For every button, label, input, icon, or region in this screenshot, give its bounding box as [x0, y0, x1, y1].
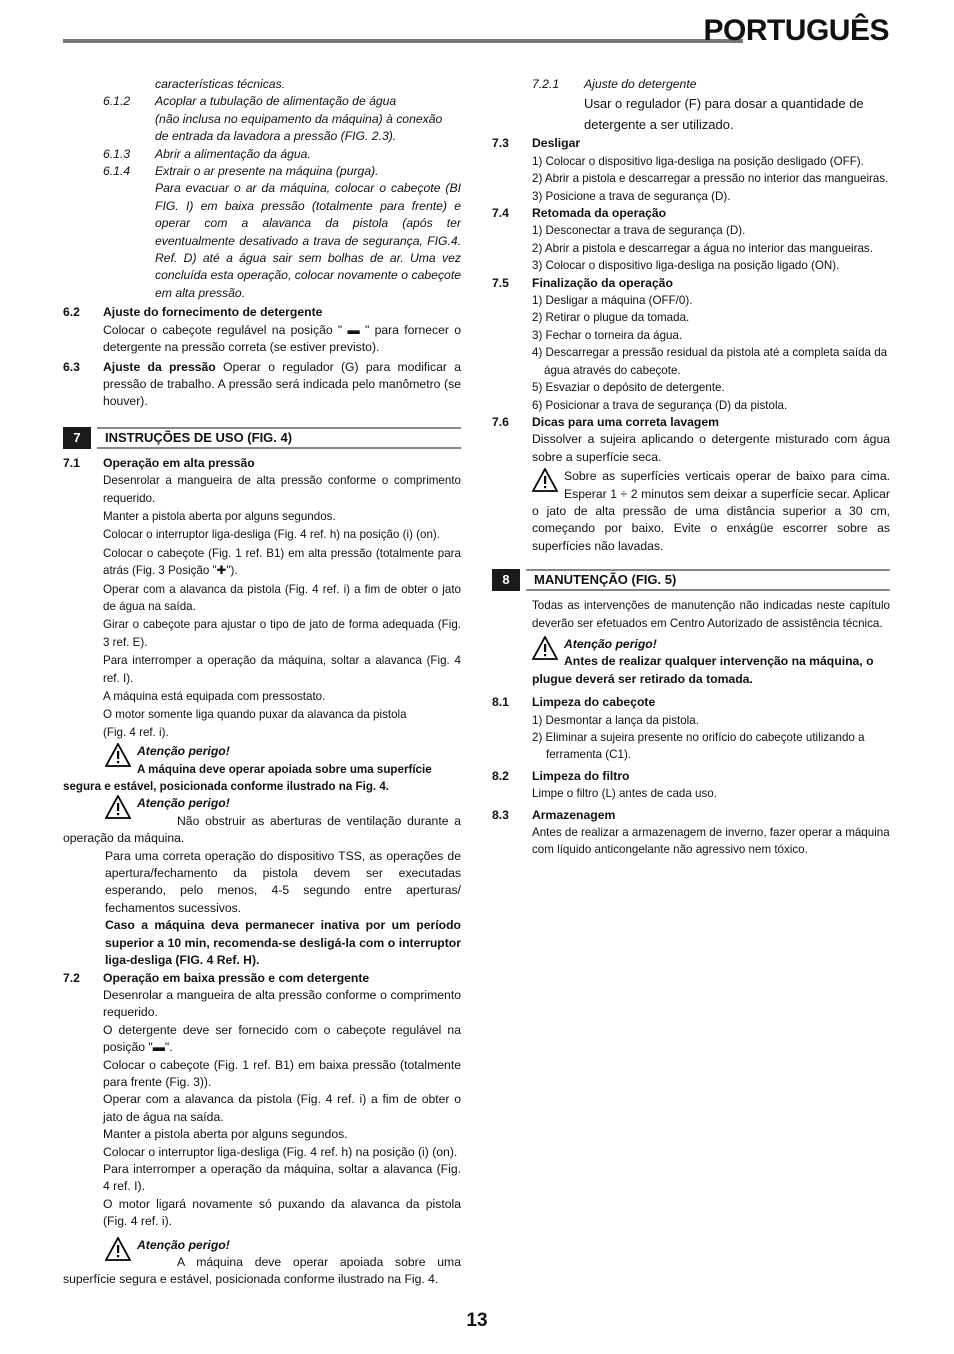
section-7-3 [492, 135, 890, 152]
step-text [155, 93, 442, 145]
section-8-3 [492, 807, 890, 824]
list-item: 4) Descarregar a pressão residual da pistola até a completa saída da água através do cabeçote. [532, 346, 888, 377]
step-7-2-1 [492, 76, 890, 93]
paragraph: Colocar o cabeçote (Fig. 1 ref. B1) em baixa pressão (totalmente para frente (Fig. 3)). [103, 1057, 461, 1089]
warning-title: Atenção perigo! [137, 744, 230, 759]
section-body [63, 472, 461, 741]
step-number: 6.1.2 [103, 94, 131, 109]
list-item: 3) Posicione a trava de segurança (D). [532, 189, 731, 203]
warning-title: Atenção perigo! [564, 636, 657, 651]
paragraph: Sobre as superfícies verticais operar de baixo para cima. Esperar 1 ÷ 2 minutos sem deixar a superfície secar. Aplicar o jato de alta pressão de uma distância superior a 30 cm, começando por baixo. Evite o enxágüe escorrer sobre as superfícies não lavadas. [532, 469, 890, 553]
step-paragraph: Para evacuar o ar da máquina, colocar o cabeçote (BI FIG. I) em baixa pressão (totalmente para frente) e operar com a alavanca da pistola (após ter eventualmente desativado a trava de segurança, FIG.4. Ref. D) até a água sair sem bolhas de ar. Uma vez concluída esta operação, colocar novamente o cabeçote em alta pressão. [155, 181, 461, 300]
paragraph: (Fig. 4 ref. i). [103, 725, 169, 739]
step-text-line: de entrada da lavadora a pressão (FIG. 2.3). [155, 129, 397, 144]
page-title: PORTUGUÊS [703, 14, 889, 47]
section-number: 7.5 [492, 275, 509, 290]
list-item: 1) Colocar o dispositivo liga-desliga na posição desligado (OFF). [532, 154, 864, 168]
section-number: 8.3 [492, 807, 509, 822]
section-number: 7.2 [63, 970, 80, 985]
section-body [492, 153, 890, 205]
list-item: 2) Abrir a pistola e descarregar a água no interior das mangueiras. [532, 241, 873, 255]
section-7-1 [63, 455, 461, 472]
paragraph: Desenrolar a mangueira de alta pressão conforme o comprimento requerido. [103, 474, 461, 505]
step-6-1-3 [63, 146, 461, 163]
list-item: 2) Eliminar a sujeira presente no orifício do cabeçote utilizando a ferramenta (C1). [532, 731, 865, 762]
section-6-3 [63, 359, 461, 411]
warning-triangle-icon [105, 743, 131, 767]
list-item: 5) Esvaziar o depósito de detergente. [532, 381, 725, 395]
step-6-1-4 [63, 163, 461, 302]
step-title: Ajuste do detergente [584, 77, 697, 91]
section-heading: Ajuste do fornecimento de detergente [103, 305, 323, 320]
section-number: 8.1 [492, 695, 509, 710]
section-number: 6.2 [63, 305, 80, 320]
section-heading: Limpeza do cabeçote [532, 695, 656, 710]
section-number: 7.6 [492, 414, 509, 429]
section-7-5 [492, 275, 890, 292]
header-rule [63, 39, 743, 43]
section-number-badge: 8 [492, 569, 520, 591]
paragraph: Colocar o cabeçote (Fig. 1 ref. B1) em alta pressão (totalmente para atrás (Fig. 3 Posição "✚"). [103, 546, 461, 578]
paragraph: Colocar o interruptor liga-desliga (Fig. 4 ref. h) na posição (i) (on). [103, 1144, 458, 1159]
warning-triangle-icon [105, 1237, 131, 1261]
warning-block [63, 1237, 461, 1289]
list-item: 1) Desconectar a trava de segurança (D). [532, 224, 746, 238]
step-number: 7.2.1 [532, 77, 560, 91]
paragraph: Desenrolar a mangueira de alta pressão conforme o comprimento requerido. [103, 987, 461, 1020]
warning-triangle-icon [105, 795, 131, 819]
section-8-1 [492, 694, 890, 711]
section-8-header [492, 569, 890, 591]
paragraph: Para uma correta operação do dispositivo TSS, as operações de apertura/fechamento da pistola devem ser executadas esperando, pelo menos, 4-5 segundo entre aperturas/ fechamentos sucessivos. [105, 848, 461, 915]
list-item: 3) Fechar o torneira da água. [532, 328, 683, 342]
list-item: 1) Desligar a máquina (OFF/0). [532, 294, 693, 308]
section-body [492, 712, 890, 764]
paragraph: Colocar o interruptor liga-desliga (Fig. 4 ref. h) na posição (i) (on). [103, 528, 441, 542]
warning-text: Antes de realizar qualquer intervenção na máquina, o plugue deverá ser retirado da tomada. [532, 654, 874, 686]
paragraph: Colocar o cabeçote regulável na posição " ▬ " para fornecer o detergente na pressão correta (se estiver previsto). [103, 322, 461, 355]
paragraph: A máquina está equipada com pressostato. [103, 690, 326, 703]
paragraph: Usar o regulador (F) para dosar a quantidade de detergente a ser utilizado. [584, 96, 864, 133]
section-heading: Limpeza do filtro [532, 768, 630, 783]
page-number: 13 [466, 1310, 488, 1331]
section-heading: Retomada da operação [532, 206, 667, 221]
warning-block [63, 795, 461, 847]
list-item: 1) Desmontar a lança da pistola. [532, 713, 699, 727]
section-heading: Operação em alta pressão [103, 455, 255, 470]
section-heading: Desligar [532, 136, 581, 151]
section-7-6 [492, 414, 890, 431]
section-number: 7.3 [492, 136, 509, 151]
paragraph: Antes de realizar a armazenagem de inverno, fazer operar a máquina com líquido anticongelante não agressivo nem tóxico. [532, 826, 890, 857]
left-column [63, 76, 461, 1289]
list-item: 3) Colocar o dispositivo liga-desliga na posição ligado (ON). [532, 259, 840, 273]
section-number-badge: 7 [63, 427, 91, 449]
step-text: Abrir a alimentação da água. [155, 146, 311, 161]
paragraph: Operar o regulador (G) para modificar a pressão de trabalho. A pressão será indicada pelo manômetro (se houver). [103, 359, 461, 409]
section-7-2 [63, 970, 461, 987]
section-heading: Dicas para uma correta lavagem [532, 414, 719, 429]
step-text-line: Extrair o ar presente na máquina (purga). [155, 164, 379, 179]
list-item: 2) Retirar o plugue da tomada. [532, 311, 690, 325]
paragraph: Dissolver a sujeira aplicando o detergente misturado com água sobre a superfície seca. [532, 432, 890, 464]
section-number: 6.3 [63, 359, 80, 374]
step-number: 6.1.4 [103, 164, 131, 179]
section-body [63, 987, 461, 1231]
paragraph: O motor ligará novamente só puxando da alavanca da pistola (Fig. 4 ref. i). [103, 1196, 461, 1229]
paragraph: Para interromper a operação da máquina, soltar a alavanca (Fig. 4 ref. I). [103, 1161, 461, 1194]
step-text-line: (não inclusa no equipamento da máquina) à conexão [155, 111, 443, 126]
warning-title: Atenção perigo! [137, 1237, 230, 1252]
section-number: 8.2 [492, 768, 509, 783]
step-6-1-2 [63, 93, 461, 145]
warning-block [63, 743, 461, 795]
paragraph: Operar com a alavanca da pistola (Fig. 4 ref. i) a fim de obter o jato de água na saída. [103, 582, 461, 613]
section-heading: Finalização da operação [532, 275, 673, 290]
paragraph: O detergente deve ser fornecido com o cabeçote regulável na posição "▬". [103, 1022, 461, 1055]
section-body [492, 431, 890, 555]
warning-text: A máquina deve operar apoiada sobre uma superfície segura e estável, posicionada conforme ilustrado na Fig. 4. [63, 1255, 461, 1287]
section-6-2 [63, 304, 461, 321]
right-column [492, 76, 890, 859]
paragraph: O motor somente liga quando puxar da alavanca da pistola [103, 708, 407, 722]
section-heading: Armazenagem [532, 807, 616, 822]
section-body [103, 359, 461, 411]
warning-title: Atenção perigo! [137, 796, 230, 811]
paragraph: Manter a pistola aberta por alguns segundos. [103, 1127, 348, 1142]
warning-text: Não obstruir as aberturas de ventilação durante a operação da máquina. [63, 813, 461, 846]
section-body [492, 222, 890, 274]
step-text-line: Acoplar a tubulação de alimentação de água [155, 94, 397, 109]
section-7-header [63, 427, 461, 449]
section-body [492, 292, 890, 414]
section-8-2 [492, 768, 890, 785]
warning-text: A máquina deve operar apoiada sobre uma superfície segura e estável, posicionada conforme ilustrado na Fig. 4. [63, 762, 432, 794]
paragraph: Manter a pistola aberta por alguns segundos. [103, 509, 336, 523]
warning-block [492, 636, 890, 688]
paragraph-bold: Caso a máquina deva permanecer inativa por um período superior a 10 min, recomenda-se desligá-la com o interruptor liga-desliga (FIG. 4 Ref. H). [105, 918, 461, 968]
section-heading: Ajuste da pressão [103, 359, 216, 374]
section-7-4 [492, 205, 890, 222]
section-heading: Operação em baixa pressão e com detergente [103, 970, 370, 985]
step-number: 6.1.3 [103, 146, 131, 161]
paragraph: Operar com a alavanca da pistola (Fig. 4 ref. i) a fim de obter o jato de água na saída. [103, 1092, 461, 1124]
section-title: INSTRUÇÕES DE USO (FIG. 4) [97, 427, 461, 449]
section-number: 7.4 [492, 206, 509, 221]
step-text [155, 163, 461, 302]
tip-block [532, 468, 890, 555]
section-number: 7.1 [63, 455, 80, 470]
warning-triangle-icon [532, 636, 558, 660]
list-item: 6) Posicionar a trava de segurança (D) da pistola. [532, 398, 788, 412]
paragraph: Girar o cabeçote para ajustar o tipo de jato de forma adequada (Fig. 3 ref. E). [103, 618, 461, 649]
paragraph: Todas as intervenções de manutenção não indicadas neste capítulo deverão ser efetuados em Centro Autorizado de assistência técnica. [532, 599, 890, 630]
paragraph: Limpe o filtro (L) antes de cada uso. [532, 787, 717, 801]
text-line: características técnicas. [155, 77, 286, 91]
paragraph: Para interromper a operação da máquina, soltar a alavanca (Fig. 4 ref. I). [103, 654, 461, 685]
section-title: MANUTENÇÃO (FIG. 5) [526, 569, 890, 591]
list-item: 2) Abrir a pistola e descarregar a pressão no interior das mangueiras. [532, 172, 889, 186]
